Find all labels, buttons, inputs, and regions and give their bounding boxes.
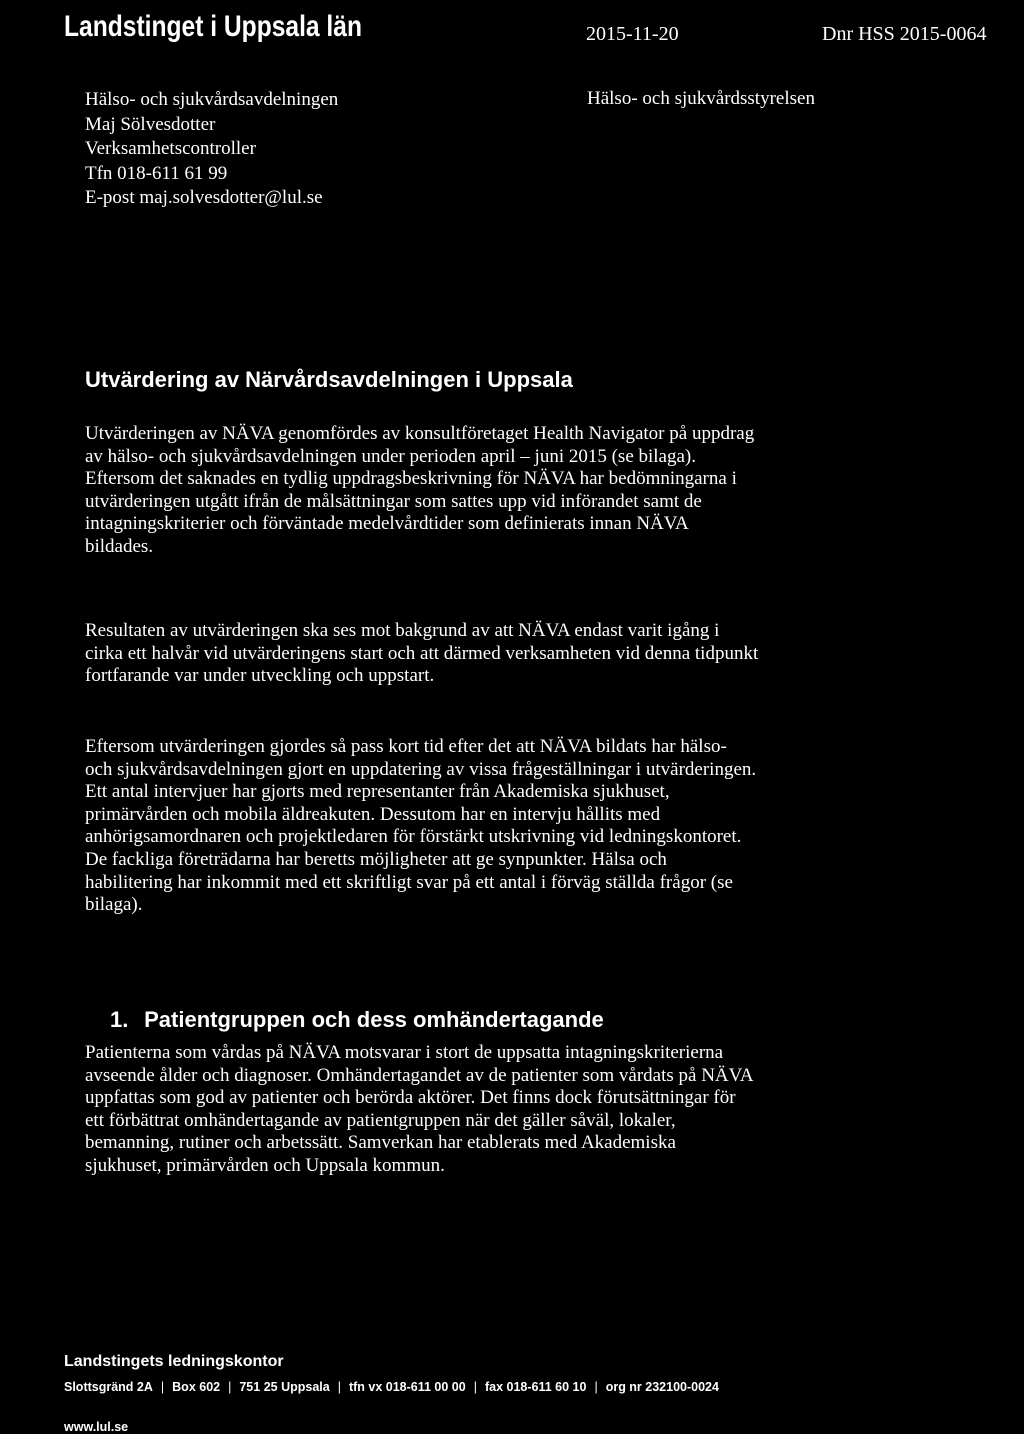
footer-org-number: org nr 232100-0024 — [605, 1380, 719, 1394]
organization-name: Landstinget i Uppsala län — [64, 10, 362, 43]
sender-department: Hälso- och sjukvårdsavdelningen — [85, 89, 339, 110]
sender-phone: Tfn 018-611 61 99 — [85, 162, 228, 184]
text-line: bilaga). — [85, 894, 143, 916]
footer-postal: 751 25 Uppsala — [239, 1380, 330, 1394]
text-line: sjukhuset, primärvården och Uppsala kommun. — [85, 1154, 445, 1176]
text-line: cirka ett halvår vid utvärderingens start och att därmed verksamheten vid denna tidpunkt — [85, 642, 759, 664]
text-line: avseende ålder och diagnoser. Omhändertagandet av de patienter som vårdats på NÄVA — [85, 1064, 754, 1086]
text-line: intagningskriterier och förväntade medelvårdtider som definierats innan NÄVA — [85, 513, 689, 535]
text-line: fortfarande var under utveckling och uppstart. — [85, 665, 435, 687]
footer-contact-line — [64, 1380, 719, 1394]
section-body — [85, 1042, 754, 1178]
text-line: bemanning, rutiner och arbetssätt. Samverkan har etablerats med Akademiska — [85, 1132, 676, 1154]
document-reference-number: Dnr HSS 2015-0064 — [822, 23, 987, 45]
footer-separator: | — [228, 1380, 232, 1394]
text-line: bildades. — [85, 535, 154, 557]
text-line: habilitering har inkommit med ett skriftligt svar på ett antal i förväg ställda frågor (se — [85, 871, 733, 893]
section-number: 1. — [110, 1007, 129, 1032]
footer-fax: fax 018-611 60 10 — [484, 1380, 587, 1394]
footer-separator: | — [337, 1380, 341, 1394]
document-date: 2015-11-20 — [586, 23, 679, 45]
text-line: ett förbättrat omhändertagande av patientgruppen när det gäller såväl, lokaler, — [85, 1109, 676, 1131]
text-line: Eftersom det saknades en tydlig uppdragsbeskrivning för NÄVA har bedömningarna i — [85, 468, 737, 490]
sender-block — [85, 88, 338, 211]
text-line: utvärderingen utgått ifrån de målsättningar som sattes upp vid införandet samt de — [85, 490, 702, 512]
text-line: Ett antal intervjuer har gjorts med representanter från Akademiska sjukhuset, — [85, 781, 670, 803]
sender-role: Verksamhetscontroller — [85, 138, 256, 159]
footer-phone: tfn vx 018-611 00 00 — [348, 1380, 466, 1394]
paragraph-intro — [85, 423, 754, 559]
recipient: Hälso- och sjukvårdsstyrelsen — [587, 88, 815, 109]
text-line: Utvärderingen av NÄVA genomfördes av konsultföretaget Health Navigator på uppdrag — [85, 423, 755, 444]
text-line: Resultaten av utvärderingen ska ses mot bakgrund av att NÄVA endast varit igång i — [85, 620, 720, 641]
paragraph-update — [85, 736, 756, 917]
text-line: Patienterna som vårdas på NÄVA motsvarar i stort de uppsatta intagningskriterierna — [85, 1042, 724, 1063]
section-heading — [110, 1007, 604, 1033]
text-line: och sjukvårdsavdelningen gjort en uppdatering av vissa frågeställningar i utvärderingen. — [85, 758, 757, 780]
document-title: Utvärdering av Närvårdsavdelningen i Uppsala — [85, 367, 573, 392]
footer-separator: | — [160, 1380, 165, 1394]
text-line: primärvården och mobila äldreakuten. Dessutom har en intervju hållits med — [85, 803, 661, 825]
sender-email: E-post maj.solvesdotter@lul.se — [85, 187, 323, 208]
footer-separator: | — [594, 1380, 598, 1394]
text-line: De fackliga företrädarna har beretts möjligheter att ge synpunkter. Hälsa och — [85, 848, 667, 870]
sender-name: Maj Sölvesdotter — [85, 113, 216, 135]
paragraph-results — [85, 620, 758, 688]
footer-office-name: Landstingets ledningskontor — [64, 1353, 284, 1370]
text-line: anhörigsamordnaren och projektledaren för förstärkt utskrivning vid ledningskontoret. — [85, 826, 742, 848]
footer-separator: | — [473, 1380, 477, 1394]
section-title: Patientgruppen och dess omhändertagande — [144, 1007, 604, 1032]
footer-box: Box 602 — [172, 1380, 221, 1394]
text-line: uppfattas som god av patienter och berörda aktörer. Det finns dock förutsättningar för — [85, 1087, 736, 1109]
text-line: av hälso- och sjukvårdsavdelningen under perioden april – juni 2015 (se bilaga). — [85, 445, 696, 467]
footer-website-link[interactable]: www.lul.se — [64, 1420, 129, 1434]
footer-address: Slottsgränd 2A — [64, 1380, 153, 1394]
text-line: Eftersom utvärderingen gjordes så pass kort tid efter det att NÄVA bildats har hälso- — [85, 736, 727, 757]
